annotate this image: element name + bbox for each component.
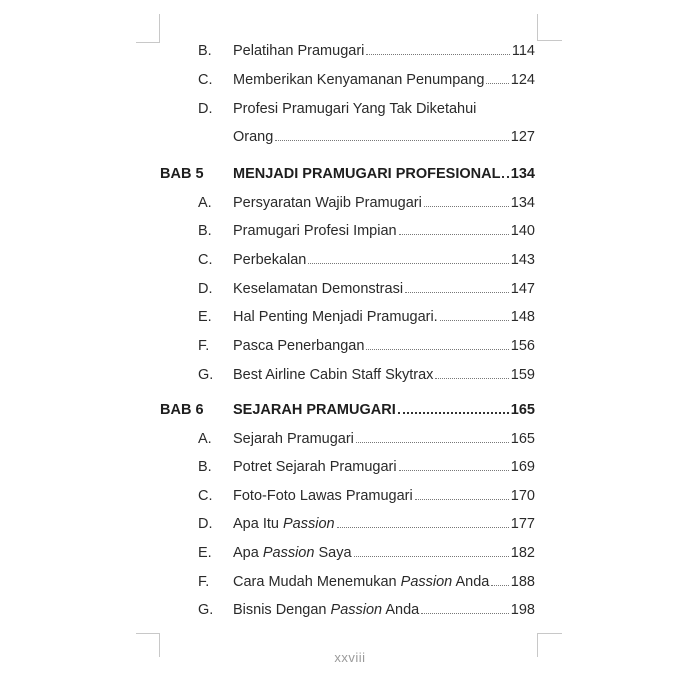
entry-title bbox=[233, 165, 500, 183]
toc-entry bbox=[160, 485, 535, 505]
entry-body bbox=[233, 222, 535, 240]
entry-title-part: Apa bbox=[233, 545, 263, 561]
entry-title-part: Sejarah Pramugari bbox=[233, 431, 354, 447]
section-letter: E. bbox=[198, 545, 212, 561]
entry-body bbox=[233, 194, 535, 212]
entry-page-number: 177 bbox=[510, 516, 535, 532]
toc-entry bbox=[160, 513, 535, 533]
section-letter: A. bbox=[198, 195, 212, 211]
dot-leader bbox=[354, 555, 509, 557]
toc-entry bbox=[160, 571, 535, 591]
entry-title-part: Foto-Foto Lawas Pramugari bbox=[233, 488, 413, 504]
crop-mark-top-left bbox=[136, 14, 160, 43]
dot-leader bbox=[486, 82, 508, 84]
entry-title bbox=[233, 573, 489, 591]
entry-page-number: 134 bbox=[510, 195, 535, 211]
entry-title-part: Anda bbox=[452, 574, 490, 590]
entry-title bbox=[233, 337, 364, 355]
dot-leader bbox=[308, 262, 508, 264]
entry-page-number: 140 bbox=[510, 223, 535, 239]
section-letter: G. bbox=[198, 602, 214, 618]
chapter-number: BAB 6 bbox=[160, 402, 204, 418]
toc-entry bbox=[160, 98, 535, 118]
dot-leader bbox=[398, 411, 509, 414]
entry-body bbox=[233, 128, 535, 146]
dot-leader bbox=[405, 291, 509, 293]
entry-body bbox=[233, 544, 535, 562]
entry-title bbox=[233, 544, 352, 562]
entry-page-number: 147 bbox=[510, 281, 535, 297]
entry-body bbox=[233, 430, 535, 448]
entry-title-part: Persyaratan Wajib Pramugari bbox=[233, 195, 422, 211]
entry-title bbox=[233, 194, 422, 212]
toc-entry bbox=[160, 335, 535, 355]
entry-title bbox=[233, 71, 484, 89]
dot-leader bbox=[337, 526, 509, 528]
entry-title-part: Cara Mudah Menemukan bbox=[233, 574, 401, 590]
entry-title bbox=[233, 401, 396, 419]
toc-entry bbox=[160, 542, 535, 562]
entry-title bbox=[233, 601, 419, 619]
dot-leader bbox=[399, 233, 509, 235]
dot-leader bbox=[275, 139, 508, 141]
section-letter: B. bbox=[198, 223, 212, 239]
entry-body bbox=[233, 308, 535, 326]
toc-entry bbox=[160, 69, 535, 89]
entry-title-part: SEJARAH PRAMUGARI bbox=[233, 402, 396, 418]
entry-body bbox=[233, 458, 535, 476]
dot-leader bbox=[399, 469, 509, 471]
entry-title bbox=[233, 222, 397, 240]
toc-entry bbox=[160, 364, 535, 384]
entry-title bbox=[233, 42, 364, 60]
entry-page-number: 124 bbox=[510, 72, 535, 88]
entry-page-number: 165 bbox=[510, 402, 535, 418]
entry-body bbox=[233, 280, 535, 298]
entry-page-number: 143 bbox=[510, 252, 535, 268]
entry-body bbox=[233, 165, 535, 183]
entry-title-part: Memberikan Kenyamanan Penumpang bbox=[233, 72, 485, 88]
entry-page-number: 114 bbox=[511, 43, 535, 59]
toc-entry bbox=[160, 599, 535, 619]
entry-page-number: 182 bbox=[510, 545, 535, 561]
entry-title bbox=[233, 487, 413, 505]
section-letter: C. bbox=[198, 252, 213, 268]
entry-title-part: Profesi Pramugari Yang Tak Diketahui bbox=[233, 101, 477, 117]
entry-title-italic-part: Passion bbox=[282, 516, 335, 532]
entry-title bbox=[233, 100, 476, 118]
entry-title bbox=[233, 515, 335, 533]
dot-leader bbox=[366, 53, 509, 55]
chapter-number: BAB 5 bbox=[160, 166, 204, 182]
toc-entry bbox=[160, 126, 535, 146]
entry-title bbox=[233, 366, 433, 384]
section-letter: E. bbox=[198, 309, 212, 325]
entry-title bbox=[233, 458, 397, 476]
section-letter: D. bbox=[198, 516, 213, 532]
entry-body bbox=[233, 515, 535, 533]
entry-title-part: Pasca Penerbangan bbox=[233, 338, 365, 354]
dot-leader bbox=[502, 175, 508, 178]
entry-title-part: Pelatihan Pramugari bbox=[233, 43, 365, 59]
toc-entry bbox=[160, 192, 535, 212]
entry-body bbox=[233, 401, 535, 419]
entry-title-italic-part: Passion bbox=[262, 545, 315, 561]
entry-page-number: 148 bbox=[510, 309, 535, 325]
entry-title-part: Apa Itu bbox=[233, 516, 283, 532]
toc-chapter-entry bbox=[160, 163, 535, 183]
entry-body bbox=[233, 487, 535, 505]
entry-title-part: MENJADI PRAMUGARI PROFESIONAL bbox=[233, 166, 501, 182]
dot-leader bbox=[440, 319, 509, 321]
entry-page-number: 159 bbox=[510, 367, 535, 383]
entry-body bbox=[233, 42, 535, 60]
entry-page-number: 198 bbox=[510, 602, 535, 618]
entry-body bbox=[233, 100, 535, 118]
entry-page-number: 170 bbox=[510, 488, 535, 504]
toc-entry bbox=[160, 220, 535, 240]
entry-title-part: Saya bbox=[314, 545, 352, 561]
section-letter: B. bbox=[198, 43, 212, 59]
dot-leader bbox=[491, 584, 508, 586]
entry-body bbox=[233, 366, 535, 384]
entry-title-part: Bisnis Dengan bbox=[233, 602, 331, 618]
entry-page-number: 188 bbox=[510, 574, 535, 590]
section-letter: F. bbox=[198, 338, 210, 354]
toc-chapter-entry bbox=[160, 399, 535, 419]
toc-entry bbox=[160, 428, 535, 448]
entry-body bbox=[233, 251, 535, 269]
entry-title-part: Perbekalan bbox=[233, 252, 307, 268]
entry-title-part: Keselamatan Demonstrasi bbox=[233, 281, 404, 297]
section-letter: F. bbox=[198, 574, 210, 590]
section-letter: C. bbox=[198, 72, 213, 88]
toc-entry bbox=[160, 278, 535, 298]
entry-body bbox=[233, 573, 535, 591]
entry-page-number: 134 bbox=[510, 166, 535, 182]
entry-title bbox=[233, 280, 403, 298]
dot-leader bbox=[366, 348, 508, 350]
entry-page-number: 165 bbox=[510, 431, 535, 447]
section-letter: A. bbox=[198, 431, 212, 447]
dot-leader bbox=[421, 612, 509, 614]
entry-title bbox=[233, 308, 438, 326]
entry-page-number: 169 bbox=[510, 459, 535, 475]
entry-page-number: 127 bbox=[510, 129, 535, 145]
entry-title-part: Anda bbox=[382, 602, 420, 618]
section-letter: B. bbox=[198, 459, 212, 475]
toc-entry bbox=[160, 306, 535, 326]
entry-title-italic-part: Passion bbox=[330, 602, 383, 618]
dot-leader bbox=[356, 441, 509, 443]
entry-title-part: Pramugari Profesi Impian bbox=[233, 223, 397, 239]
entry-title-italic-part: Passion bbox=[400, 574, 453, 590]
section-letter: G. bbox=[198, 367, 214, 383]
toc-entry bbox=[160, 456, 535, 476]
entry-title-part: Orang bbox=[233, 129, 274, 145]
section-letter: C. bbox=[198, 488, 213, 504]
entry-body bbox=[233, 71, 535, 89]
entry-title-part: Potret Sejarah Pramugari bbox=[233, 459, 397, 475]
entry-page-number: 156 bbox=[510, 338, 535, 354]
section-letter: D. bbox=[198, 281, 213, 297]
entry-title-part: Hal Penting Menjadi Pramugari. bbox=[233, 309, 438, 325]
toc-entry bbox=[160, 249, 535, 269]
entry-title bbox=[233, 251, 306, 269]
toc-entry bbox=[160, 40, 535, 60]
dot-leader bbox=[415, 498, 509, 500]
entry-body bbox=[233, 601, 535, 619]
section-letter: D. bbox=[198, 101, 213, 117]
crop-mark-top-right bbox=[537, 14, 562, 41]
page-number-folio: xxviii bbox=[334, 650, 366, 665]
dot-leader bbox=[424, 205, 509, 207]
entry-title bbox=[233, 128, 273, 146]
dot-leader bbox=[435, 377, 508, 379]
entry-title-part: Best Airline Cabin Staff Skytrax bbox=[233, 367, 434, 383]
entry-body bbox=[233, 337, 535, 355]
entry-title bbox=[233, 430, 354, 448]
